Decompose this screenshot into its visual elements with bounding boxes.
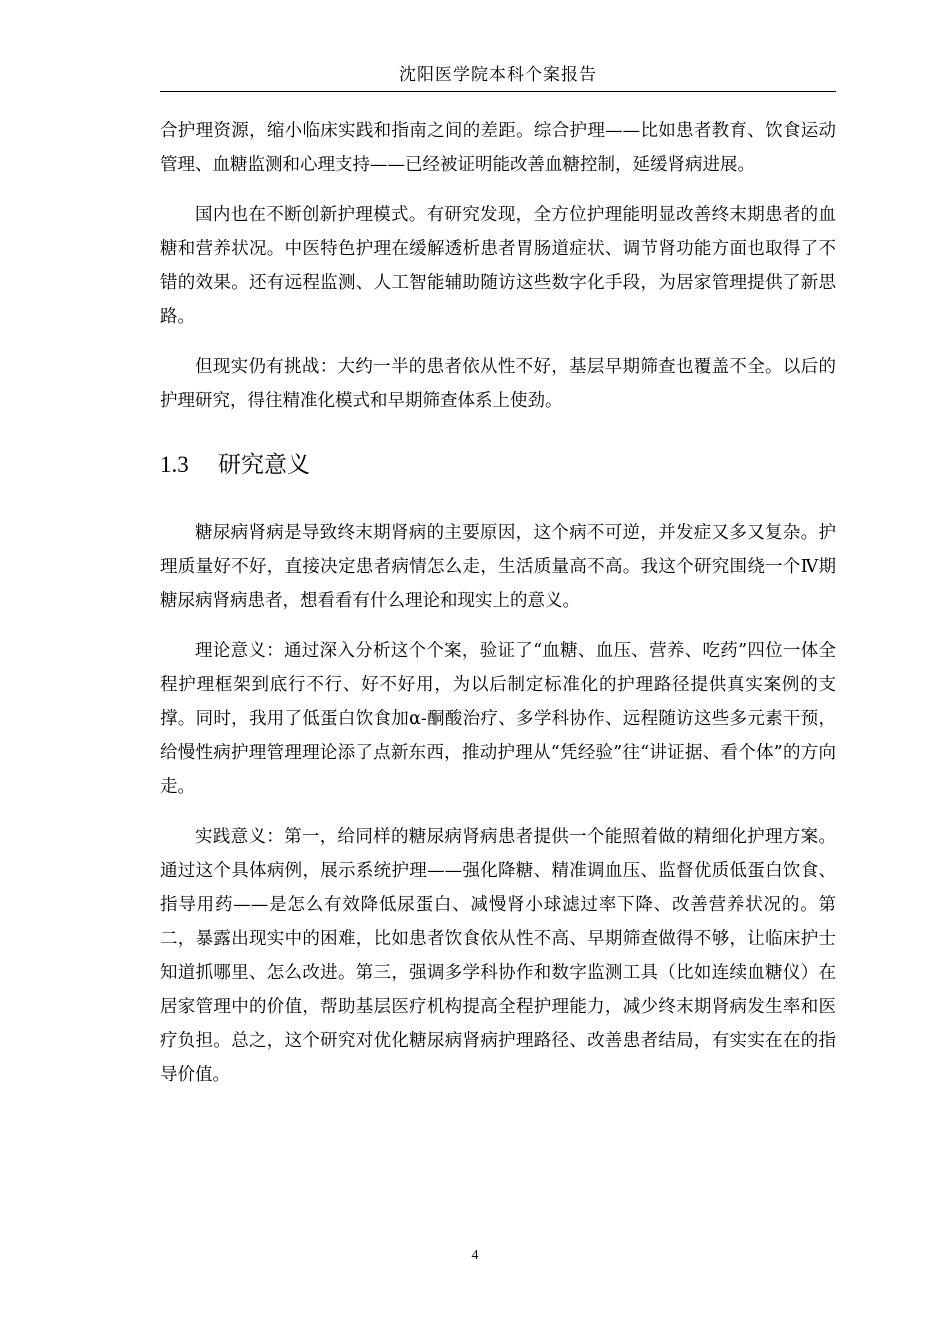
section-number: 1.3 [160,452,189,477]
paragraph: 理论意义：通过深入分析这个个案，验证了“血糖、血压、营养、吃药”四位一体全程护理框架到底行不行、好不好用，为以后制定标准化的护理路径提供真实案例的支撑。同时，我用了低蛋白饮食加α-酮酸治疗、多学科协作、远程随访这些多元素干预，给慢性病护理管理理论添了点新东西，推动护理从“凭经验”往“讲证据、看个体”的方向走。 [160,641,836,797]
paragraph: 糖尿病肾病是导致终末期肾病的主要原因，这个病不可逆，并发症又多又复杂。护理质量好不好，直接决定患者病情怎么走，生活质量高不高。我这个研究围绕一个Ⅳ期糖尿病肾病患者，想看看有什么理论和现实上的意义。 [160,523,836,611]
paragraph: 国内也在不断创新护理模式。有研究发现，全方位护理能明显改善终末期患者的血糖和营养状况。中医特色护理在缓解透析患者胃肠道症状、调节肾功能方面也取得了不错的效果。还有远程监测、人工智能辅助随访这些数字化手段，为居家管理提供了新思路。 [160,205,836,327]
section-title: 研究意义 [218,452,310,478]
paragraph: 但现实仍有挑战：大约一半的患者依从性不好，基层早期筛查也覆盖不全。以后的护理研究，得往精准化模式和早期筛查体系上使劲。 [160,357,836,411]
paragraph: 实践意义：第一，给同样的糖尿病肾病患者提供一个能照着做的精细化护理方案。通过这个具体病例，展示系统护理——强化降糖、精准调血压、监督优质低蛋白饮食、指导用药——是怎么有效降低尿蛋白、减慢肾小球滤过率下降、改善营养状况的。第二，暴露出现实中的困难，比如患者饮食依从性不高、早期筛查做得不够，让临床护士知道抓哪里、怎么改进。第三，强调多学科协作和数字监测工具（比如连续血糖仪）在居家管理中的价值，帮助基层医疗机构提高全程护理能力，减少终末期肾病发生率和医疗负担。总之，这个研究对优化糖尿病肾病护理路径、改善患者结局，有实实在在的指导价值。 [160,827,836,1085]
paragraph: 合护理资源，缩小临床实践和指南之间的差距。综合护理——比如患者教育、饮食运动管理、血糖监测和心理支持——已经被证明能改善血糖控制，延缓肾病进展。 [160,121,836,175]
section-heading [160,448,836,482]
header-rule [160,91,836,92]
page-body [160,114,836,1092]
page-number: 4 [471,1248,479,1263]
running-header: 沈阳医学院本科个案报告 [399,65,597,85]
